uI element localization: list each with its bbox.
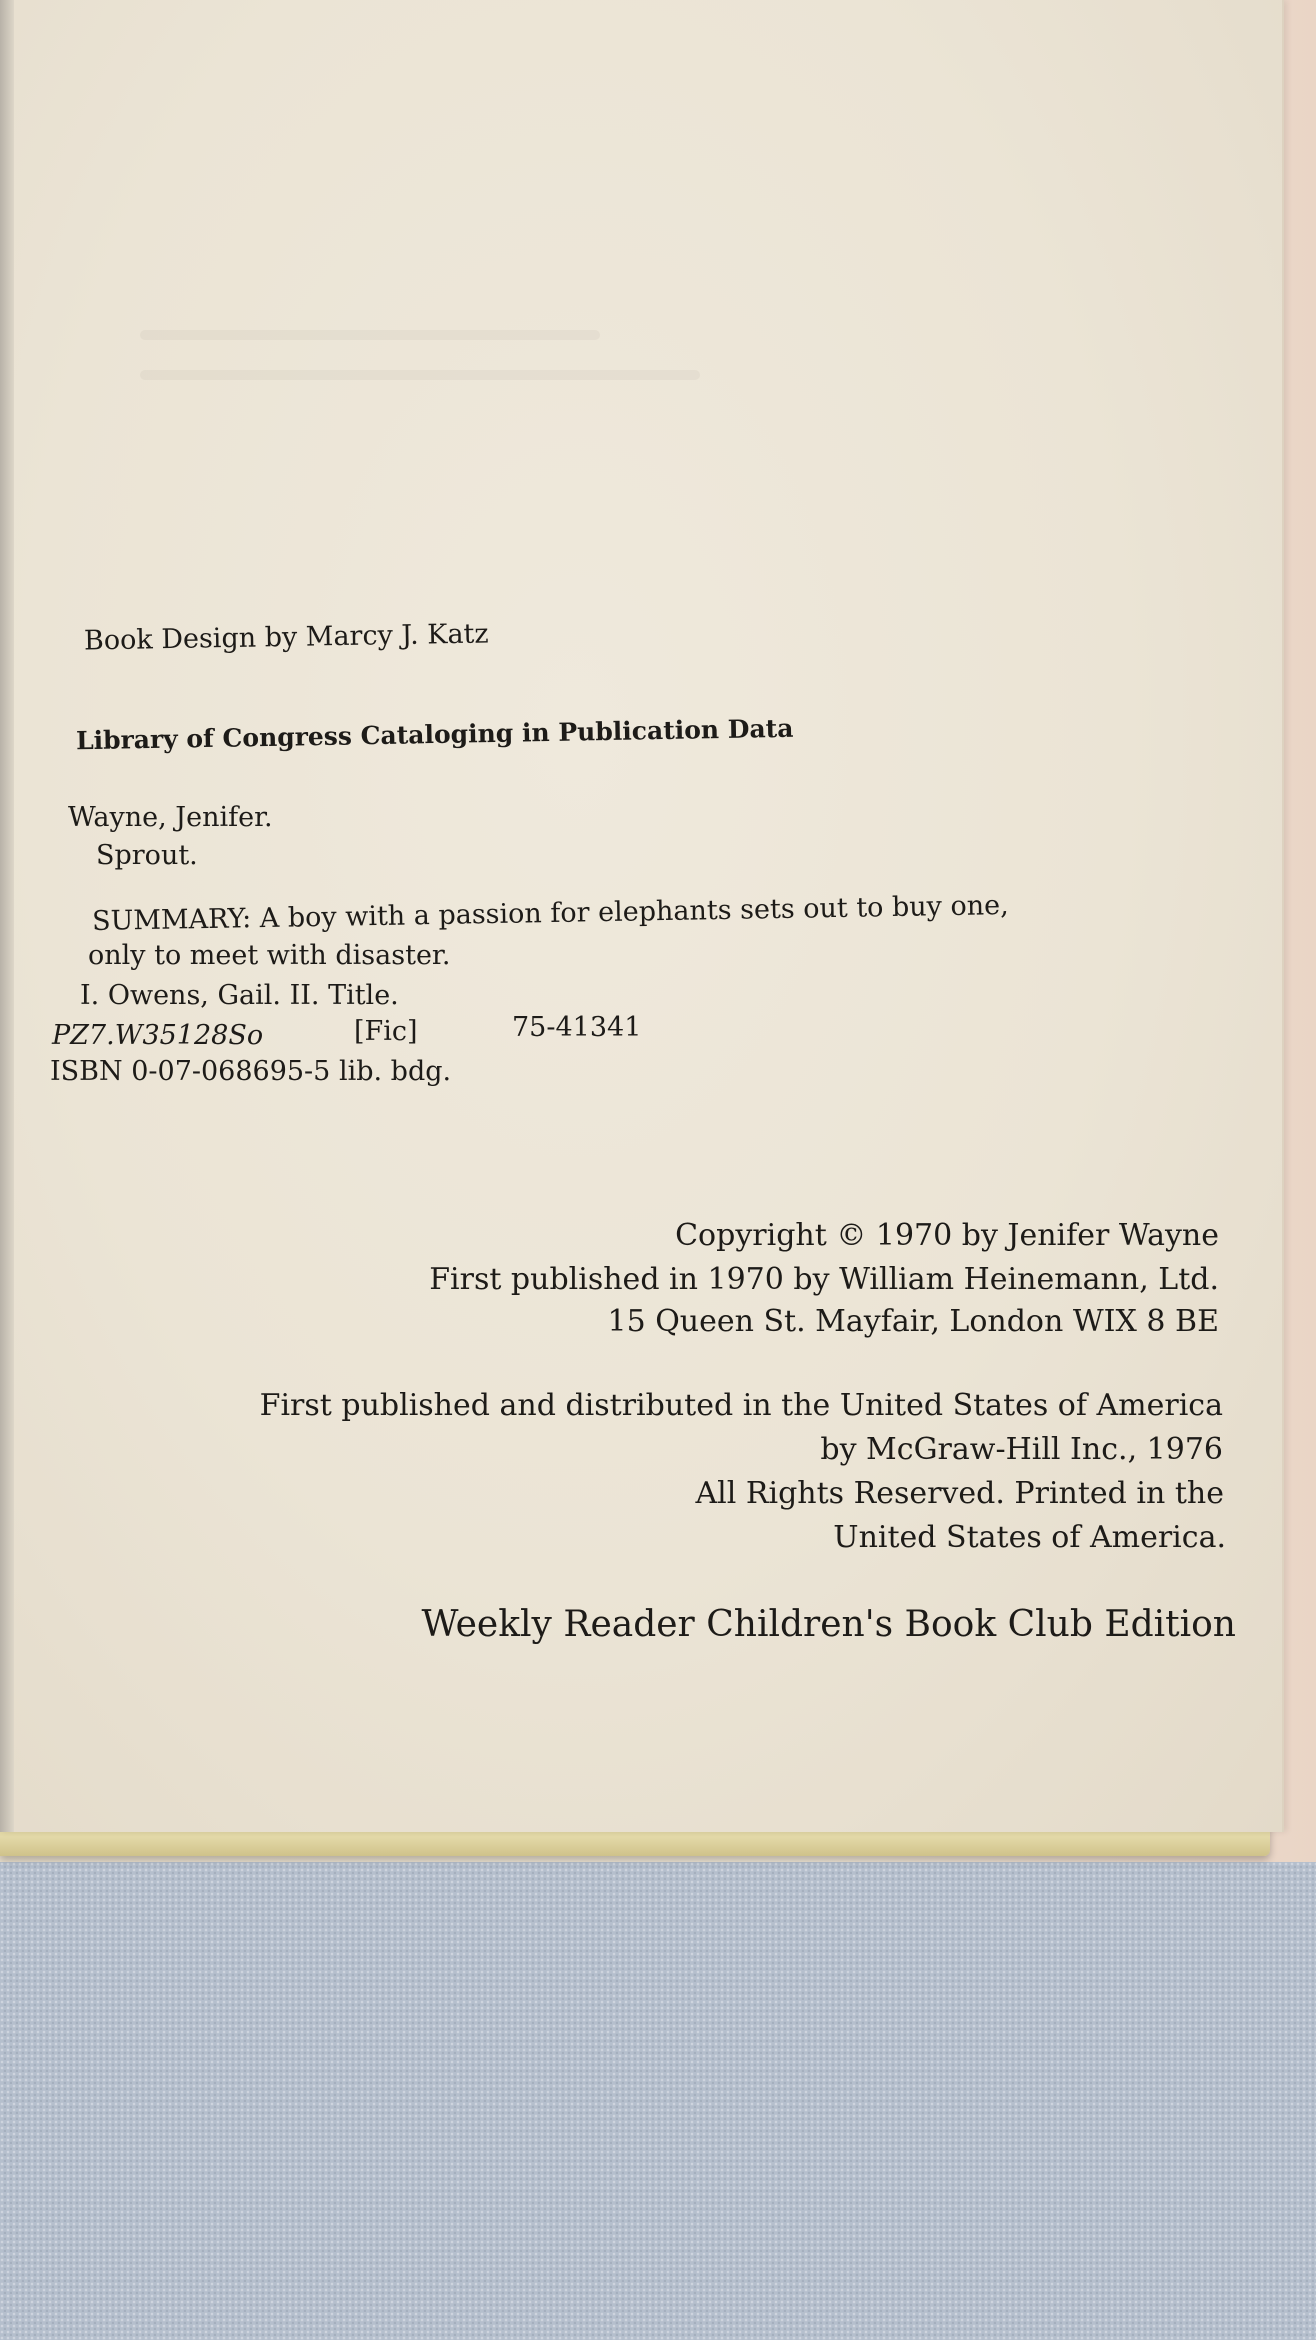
- fabric-background: [0, 1820, 1316, 2340]
- cip-author: Wayne, Jenifer.: [68, 802, 273, 833]
- copyright-line2: First published in 1970 by William Heinemann, Ltd.: [429, 1262, 1219, 1297]
- cip-isbn: ISBN 0-07-068695-5 lib. bdg.: [50, 1056, 452, 1087]
- show-through-line: [140, 370, 700, 380]
- us-publication-line3: All Rights Reserved. Printed in the: [695, 1476, 1224, 1511]
- us-publication-line1: First published and distributed in the United States of America: [259, 1388, 1223, 1423]
- cip-summary-line2: only to meet with disaster.: [88, 940, 451, 971]
- cip-entries: I. Owens, Gail. II. Title.: [80, 980, 399, 1011]
- us-publication-line4: United States of America.: [833, 1520, 1226, 1555]
- show-through-line: [140, 330, 600, 340]
- cip-summary-line1: SUMMARY: A boy with a passion for elephants sets out to buy one,: [91, 890, 1009, 937]
- us-publication-line2: by McGraw-Hill Inc., 1976: [820, 1432, 1223, 1467]
- copyright-line3: 15 Queen St. Mayfair, London WIX 8 BE: [607, 1304, 1219, 1339]
- cip-title: Sprout.: [96, 840, 198, 871]
- cip-lccn: 75-41341: [512, 1012, 642, 1043]
- cip-heading: Library of Congress Cataloging in Publication Data: [75, 713, 794, 756]
- copyright-line1: Copyright © 1970 by Jenifer Wayne: [675, 1218, 1219, 1253]
- edition-line: Weekly Reader Children's Book Club Edition: [421, 1604, 1236, 1645]
- page-gutter: [0, 0, 14, 1832]
- book-design-credit: Book Design by Marcy J. Katz: [83, 618, 489, 657]
- cip-call-number: PZ7.W35128So: [52, 1020, 264, 1051]
- cip-fic: [Fic]: [354, 1016, 418, 1047]
